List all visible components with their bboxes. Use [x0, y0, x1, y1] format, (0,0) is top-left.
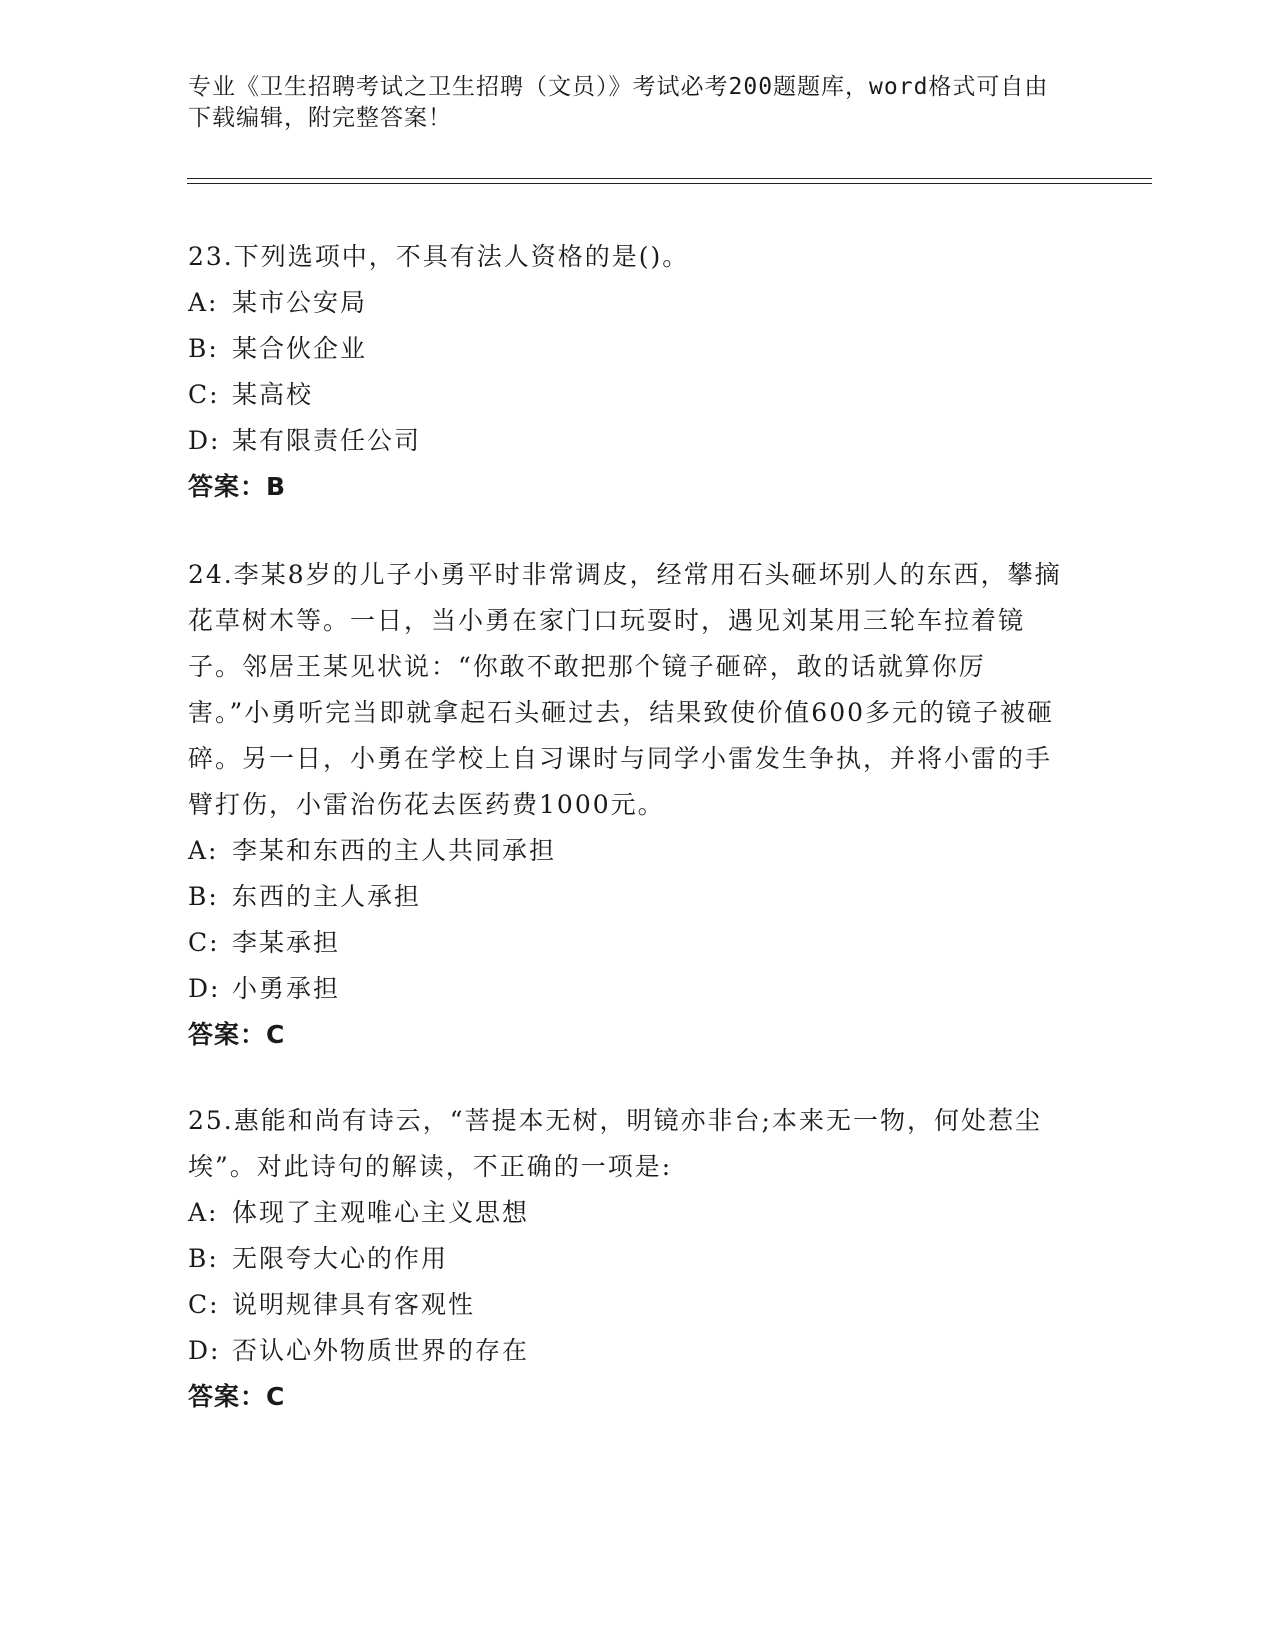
option-text: 某市公安局: [232, 288, 368, 317]
option-letter: B:: [188, 334, 219, 363]
option-a: [188, 1190, 1068, 1236]
question-stem: 25.惠能和尚有诗云，“菩提本无树，明镜亦非台;本来无一物，何处惹尘埃”。对此诗句的解读，不正确的一项是:: [188, 1106, 1042, 1181]
option-letter: D:: [188, 426, 221, 455]
option-b: [188, 326, 1068, 372]
option-letter: C:: [188, 928, 220, 957]
option-letter: B:: [188, 1244, 219, 1273]
option-a: [188, 828, 1068, 874]
answer-line: 答案：C: [188, 1382, 286, 1411]
header-divider-top: [187, 178, 1152, 179]
option-b: [188, 874, 1068, 920]
option-a: [188, 280, 1068, 326]
option-text: 某合伙企业: [232, 334, 368, 363]
option-letter: A:: [188, 1198, 219, 1227]
option-b: [188, 1236, 1068, 1282]
option-letter: B:: [188, 882, 219, 911]
option-letter: D:: [188, 1336, 221, 1365]
option-c: [188, 372, 1068, 418]
option-text: 东西的主人承担: [232, 882, 422, 911]
option-letter: C:: [188, 1290, 220, 1319]
option-d: [188, 966, 1068, 1012]
option-c: [188, 1282, 1068, 1328]
option-d: [188, 418, 1068, 464]
option-text: 李某承担: [232, 928, 341, 957]
option-text: 否认心外物质世界的存在: [232, 1336, 530, 1365]
option-letter: D:: [188, 974, 221, 1003]
option-text: 某高校: [232, 380, 314, 409]
option-d: [188, 1328, 1068, 1374]
option-letter: A:: [188, 836, 219, 865]
question-23: [188, 234, 1068, 510]
option-text: 小勇承担: [232, 974, 341, 1003]
option-letter: C:: [188, 380, 220, 409]
option-c: [188, 920, 1068, 966]
answer-line: 答案：B: [188, 472, 287, 501]
question-stem: 24.李某8岁的儿子小勇平时非常调皮，经常用石头砸坏别人的东西，攀摘花草树木等。一日，当小勇在家门口玩耍时，遇见刘某用三轮车拉着镜子。邻居王某见状说：“你敢不敢把那个镜子砸碎，敢的话就算你厉害。”小勇听完当即就拿起石头砸过去，结果致使价值600多元的镜子被砸碎。另一日，小勇在学校上自习课时与同学小雷发生争执，并将小雷的手臂打伤，小雷治伤花去医药费1000元。: [188, 560, 1062, 819]
question-stem: 23.下列选项中，不具有法人资格的是()。: [188, 242, 690, 271]
question-24: [188, 552, 1068, 1058]
option-text: 说明规律具有客观性: [232, 1290, 476, 1319]
option-text: 某有限责任公司: [232, 426, 422, 455]
option-text: 李某和东西的主人共同承担: [232, 836, 557, 865]
option-text: 体现了主观唯心主义思想: [232, 1198, 530, 1227]
option-letter: A:: [188, 288, 219, 317]
option-text: 无限夸大心的作用: [232, 1244, 449, 1273]
header-divider-bottom: [187, 183, 1152, 184]
document-header: 专业《卫生招聘考试之卫生招聘（文员）》考试必考200题题库，word格式可自由下载编辑，附完整答案！: [188, 74, 1049, 131]
answer-line: 答案：C: [188, 1020, 286, 1049]
question-25: [188, 1098, 1068, 1420]
